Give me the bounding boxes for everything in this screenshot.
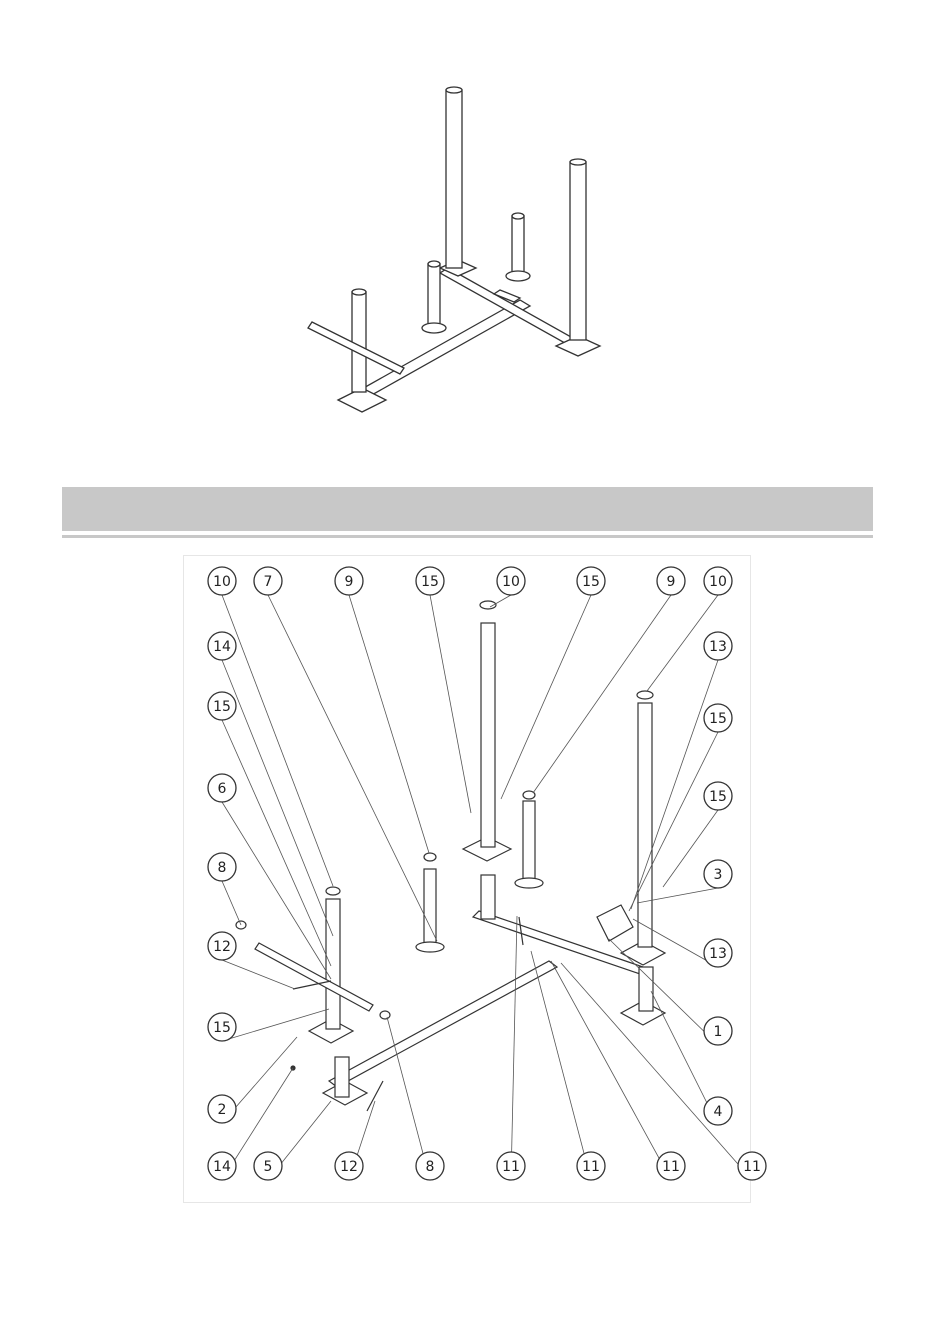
leader-line [561,963,752,1180]
end-cap [326,887,340,895]
part-callout [657,567,685,595]
leader-line [531,951,591,1180]
callout-number: 7 [263,574,273,590]
short-post [523,801,535,879]
sleeve [380,1011,390,1019]
part-callout [208,1095,236,1123]
part-callout [416,567,444,595]
part-callout [704,1097,732,1125]
part-callout [254,567,282,595]
center-post [481,875,495,919]
base-rail-long [329,961,557,1087]
part-callout [208,1013,236,1041]
leader-line [268,595,437,941]
bolt [367,1081,383,1111]
callout-number: 13 [709,639,727,655]
parts-drawing [236,601,665,1111]
plate-disc [515,878,543,888]
callout-number: 15 [709,711,727,727]
callout-number: 8 [425,1159,435,1175]
callout-number: 14 [213,1159,231,1175]
end-cap [424,853,436,861]
callout-number: 15 [582,574,600,590]
leader-line [501,595,591,799]
part-callout [704,632,732,660]
leader-line [511,916,517,1180]
part-callout [254,1152,282,1180]
end-cap [637,691,653,699]
leader-line [222,595,333,886]
part-callout [208,632,236,660]
callout-number: 12 [213,939,231,955]
part-callout [704,704,732,732]
callout-number: 10 [213,574,231,590]
part-callout [738,1152,766,1180]
part-callout [657,1152,685,1180]
section-divider [62,535,873,538]
rear-post [639,967,653,1011]
callout-number: 8 [217,860,227,876]
plate-disc [416,942,444,952]
part-callout [208,692,236,720]
part-callout [704,567,732,595]
leader-line [430,595,471,813]
callout-number: 10 [709,574,727,590]
callout-number: 15 [213,1020,231,1036]
rear-post [335,1057,349,1097]
callout-number: 4 [713,1104,723,1120]
tall-post [638,703,652,947]
part-callout [497,1152,525,1180]
callout-number: 13 [709,946,727,962]
section-header-bar [62,487,873,531]
part-callout [335,567,363,595]
callout-number: 3 [713,867,723,883]
part-callout [208,853,236,881]
leader-line [490,595,511,607]
leader-line [222,660,333,936]
part-callout [497,567,525,595]
part-callout [577,567,605,595]
part-callout [208,567,236,595]
callout-number: 5 [263,1159,273,1175]
part-callout [704,860,732,888]
assembled-sled-illustration [300,80,620,420]
bracket [597,905,633,941]
callout-number: 11 [582,1159,600,1175]
exploded-parts-diagram [183,555,761,1203]
callout-number: 2 [217,1102,227,1118]
callout-number: 15 [213,699,231,715]
part-callout [704,939,732,967]
callout-number: 12 [340,1159,358,1175]
callout-number: 15 [709,789,727,805]
part-callout [335,1152,363,1180]
part-callout [577,1152,605,1180]
callout-number: 9 [344,574,354,590]
part-callout [208,932,236,960]
callout-number: 9 [666,574,676,590]
part-callout [704,782,732,810]
callout-number: 6 [217,781,227,797]
callout-number: 11 [743,1159,761,1175]
leader-line [222,720,331,966]
leader-line [222,1009,329,1041]
leader-line [222,881,241,925]
leader-line [349,595,429,853]
exploded-view-svg [184,556,761,1202]
callout-number: 10 [502,574,520,590]
callout-number: 11 [502,1159,520,1175]
part-callout [704,1017,732,1045]
part-callout [208,774,236,802]
part-callout [208,1152,236,1180]
callout-number: 14 [213,639,231,655]
part-callout [416,1152,444,1180]
handle-bar [255,943,373,1011]
callout-number: 1 [713,1024,723,1040]
callout-number: 15 [421,574,439,590]
callout-number: 11 [662,1159,680,1175]
tall-post [481,623,495,847]
leader-line [609,939,718,1045]
